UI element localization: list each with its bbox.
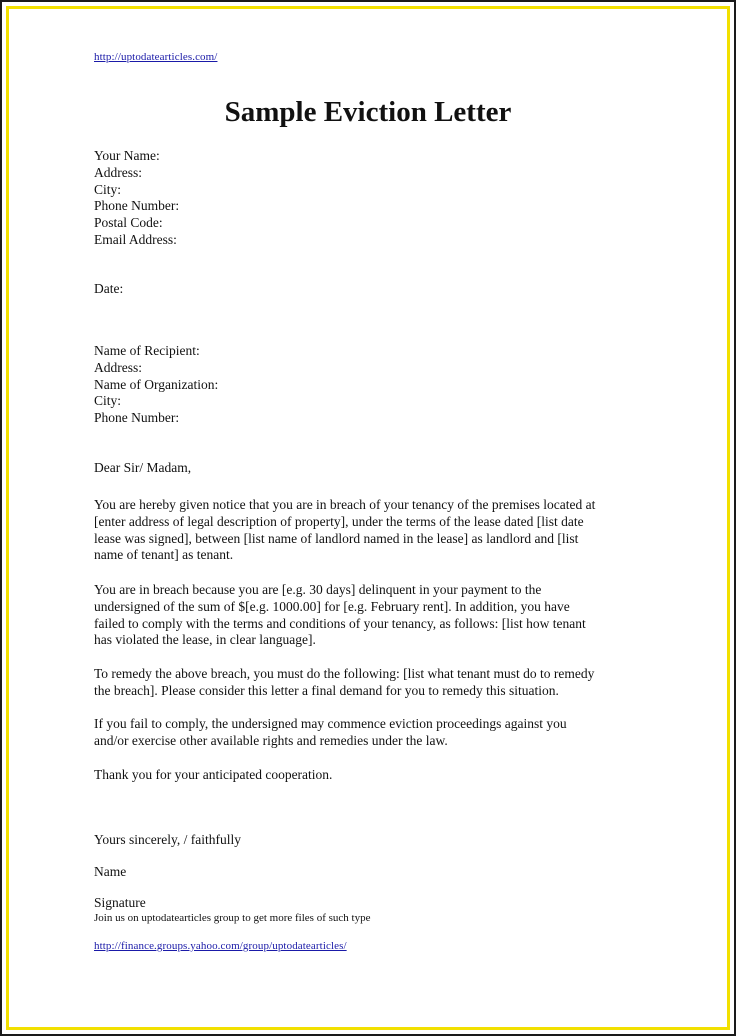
page-title: Sample Eviction Letter (224, 96, 512, 128)
paragraph-line: Thank you for your anticipated cooperation. (94, 767, 333, 782)
paragraph-line: and/or exercise other available rights and remedies under the law. (94, 732, 448, 748)
closing (94, 832, 241, 849)
paragraph-line: If you fail to comply, the undersigned may commence eviction proceedings against you (94, 716, 567, 731)
salutation (94, 460, 191, 477)
paragraph-line: [enter address of legal description of property], under the terms of the lease dated [list date (94, 513, 584, 529)
signature-line (94, 895, 146, 912)
paragraph-line: You are hereby given notice that you are in breach of your tenancy of the premises located at (94, 497, 596, 512)
paragraph-line: You are in breach because you are [e.g. 30 days] delinquent in your payment to the (94, 582, 542, 597)
date-label: Date: (94, 281, 124, 296)
paragraph-line: has violated the lease, in clear language]. (94, 632, 316, 648)
name-label: Name (94, 864, 127, 879)
recipient-address-field: Address: (94, 359, 142, 375)
paragraph-breach (94, 582, 654, 649)
sender-city-field: City: (94, 181, 122, 197)
name-line (94, 864, 126, 881)
paragraph-thanks (94, 767, 654, 784)
sender-postal-field: Postal Code: (94, 215, 163, 231)
paragraph-line: undersigned of the sum of $[e.g. 1000.00] for [e.g. February rent]. In addition, you have (94, 598, 570, 614)
recipient-name-field: Name of Recipient: (94, 343, 200, 358)
sender-email-field: Email Address: (94, 231, 177, 247)
footer-note: Join us on uptodatearticles group to get more files of such type (94, 912, 371, 924)
paragraph-line: name of tenant] as tenant. (94, 547, 234, 563)
recipient-organization-field: Name of Organization: (94, 376, 219, 392)
recipient-phone-field: Phone Number: (94, 410, 180, 426)
date-field (94, 281, 123, 298)
sender-phone-field: Phone Number: (94, 198, 180, 214)
paragraph-notice (94, 497, 654, 564)
footer-link[interactable]: http://finance.groups.yahoo.com/group/uptodatearticles/ (94, 940, 347, 952)
sender-fields (94, 148, 179, 249)
sender-name-field: Your Name: (94, 148, 160, 163)
header-link[interactable]: http://uptodatearticles.com/ (94, 51, 218, 63)
closing-text: Yours sincerely, / faithfully (94, 832, 241, 847)
paragraph-consequence (94, 716, 654, 750)
paragraph-line: failed to comply with the terms and conditions of your tenancy, as follows: [list how tenant (94, 615, 586, 631)
salutation-text: Dear Sir/ Madam, (94, 460, 192, 475)
paragraph-remedy (94, 666, 654, 700)
recipient-fields (94, 343, 218, 427)
paragraph-line: lease was signed], between [list name of landlord named in the lease] as landlord and [list (94, 530, 579, 546)
paragraph-line: To remedy the above breach, you must do the following: [list what tenant must do to remedy (94, 666, 595, 681)
signature-label: Signature (94, 895, 146, 910)
paragraph-line: the breach]. Please consider this letter a final demand for you to remedy this situation. (94, 682, 559, 698)
sender-address-field: Address: (94, 164, 142, 180)
recipient-city-field: City: (94, 393, 122, 409)
